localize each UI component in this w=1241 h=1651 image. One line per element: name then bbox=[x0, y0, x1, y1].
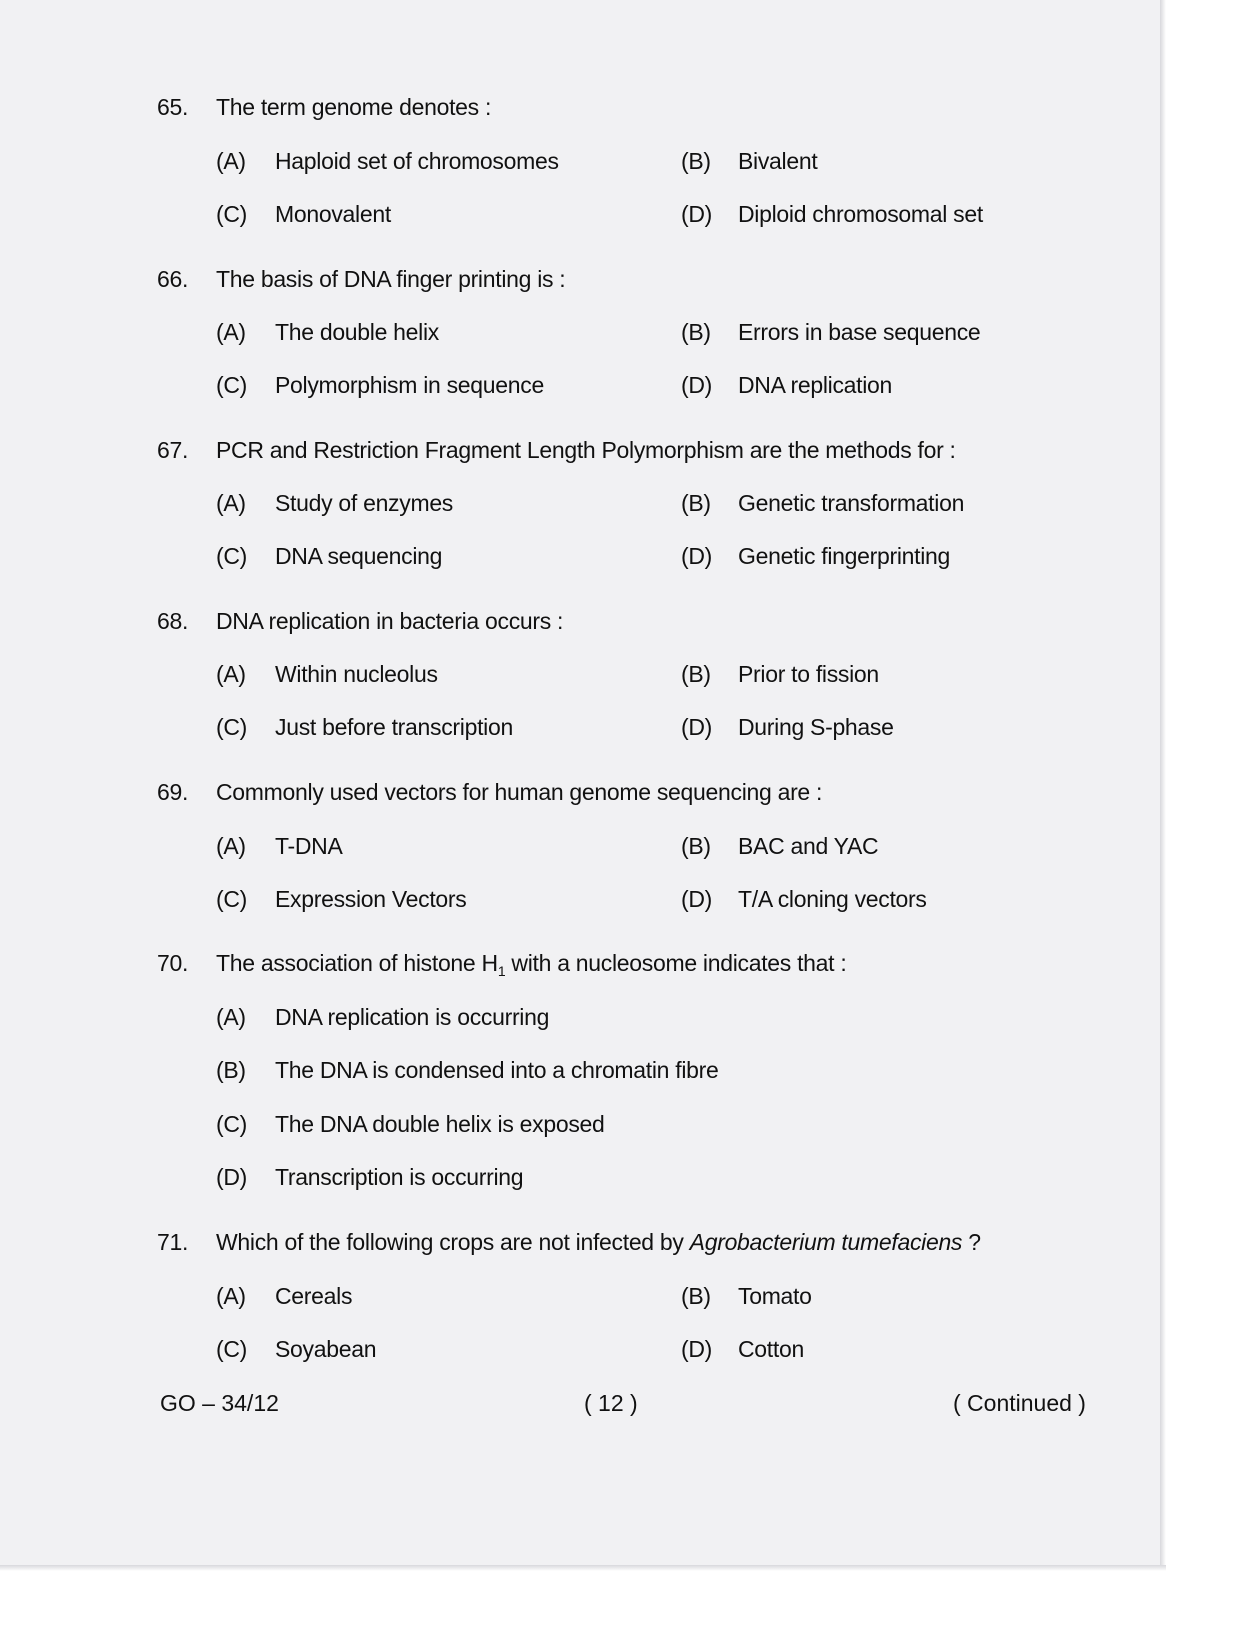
question-number: 65. bbox=[157, 94, 189, 120]
option-label: (D) bbox=[681, 543, 713, 569]
question-text: DNA replication in bacteria occurs : bbox=[216, 608, 564, 634]
option-text: The DNA is condensed into a chromatin fibre bbox=[275, 1057, 719, 1083]
option-text: The double helix bbox=[275, 319, 439, 345]
option-label: (A) bbox=[216, 833, 246, 859]
option-label: (C) bbox=[216, 201, 248, 227]
option-label: (D) bbox=[681, 372, 713, 398]
page-edge-shadow bbox=[1160, 0, 1166, 1565]
option-label: (B) bbox=[681, 319, 711, 345]
option-text: Cotton bbox=[738, 1336, 804, 1362]
question-text: The basis of DNA finger printing is : bbox=[216, 266, 566, 292]
option-text: DNA replication bbox=[738, 372, 893, 398]
option-text: The DNA double helix is exposed bbox=[275, 1111, 605, 1137]
question-number: 70. bbox=[157, 950, 189, 976]
question-number: 67. bbox=[157, 437, 189, 463]
option-label: (C) bbox=[216, 1336, 248, 1362]
option-text: Tomato bbox=[738, 1283, 812, 1309]
paper-code: GO – 34/12 bbox=[160, 1390, 279, 1416]
option-text: Diploid chromosomal set bbox=[738, 201, 983, 227]
question-text-part: ? bbox=[962, 1229, 981, 1255]
option-text: Haploid set of chromosomes bbox=[275, 148, 559, 174]
option-label: (B) bbox=[681, 1283, 711, 1309]
option-text: DNA replication is occurring bbox=[275, 1004, 550, 1030]
option-label: (C) bbox=[216, 714, 248, 740]
option-label: (D) bbox=[681, 1336, 713, 1362]
option-text: DNA sequencing bbox=[275, 543, 443, 569]
page-number: ( 12 ) bbox=[584, 1390, 638, 1416]
option-label: (B) bbox=[681, 833, 711, 859]
option-label: (C) bbox=[216, 886, 248, 912]
option-text: BAC and YAC bbox=[738, 833, 879, 859]
question-number: 69. bbox=[157, 779, 189, 805]
question-text bbox=[216, 950, 846, 979]
option-label: (C) bbox=[216, 1111, 248, 1137]
option-text: Within nucleolus bbox=[275, 661, 438, 687]
question-text-part: Which of the following crops are not infected by bbox=[216, 1229, 690, 1255]
option-label: (C) bbox=[216, 543, 248, 569]
question-number: 71. bbox=[157, 1229, 189, 1255]
page-edge-shadow bbox=[0, 1565, 1166, 1571]
species-name: Agrobacterium tumefaciens bbox=[689, 1229, 963, 1255]
option-label: (B) bbox=[681, 661, 711, 687]
option-label: (A) bbox=[216, 1283, 246, 1309]
question-number: 66. bbox=[157, 266, 189, 292]
option-text: Study of enzymes bbox=[275, 490, 454, 516]
option-text: T-DNA bbox=[275, 833, 343, 859]
option-label: (C) bbox=[216, 372, 248, 398]
option-text: Soyabean bbox=[275, 1336, 377, 1362]
option-label: (B) bbox=[216, 1057, 246, 1083]
option-text: Expression Vectors bbox=[275, 886, 467, 912]
option-label: (A) bbox=[216, 490, 246, 516]
option-label: (A) bbox=[216, 1004, 246, 1030]
option-label: (A) bbox=[216, 148, 246, 174]
option-label: (D) bbox=[681, 201, 713, 227]
option-text: T/A cloning vectors bbox=[738, 886, 927, 912]
option-text: Bivalent bbox=[738, 148, 818, 174]
option-label: (A) bbox=[216, 319, 246, 345]
option-label: (B) bbox=[681, 148, 711, 174]
question-text bbox=[216, 1229, 981, 1256]
question-number: 68. bbox=[157, 608, 189, 634]
option-text: Polymorphism in sequence bbox=[275, 372, 544, 398]
option-text: Prior to fission bbox=[738, 661, 879, 687]
question-text: PCR and Restriction Fragment Length Polymorphism are the methods for : bbox=[216, 437, 956, 463]
question-text: Commonly used vectors for human genome sequencing are : bbox=[216, 779, 823, 805]
option-text: Genetic fingerprinting bbox=[738, 543, 951, 569]
option-text: Transcription is occurring bbox=[275, 1164, 524, 1190]
option-text: During S-phase bbox=[738, 714, 894, 740]
question-text-part: with a nucleosome indicates that : bbox=[505, 950, 847, 976]
option-label: (D) bbox=[216, 1164, 248, 1190]
option-label: (A) bbox=[216, 661, 246, 687]
question-text: The term genome denotes : bbox=[216, 94, 492, 120]
option-label: (B) bbox=[681, 490, 711, 516]
continued-label: ( Continued ) bbox=[953, 1390, 1086, 1416]
option-text: Monovalent bbox=[275, 201, 391, 227]
option-text: Errors in base sequence bbox=[738, 319, 981, 345]
option-label: (D) bbox=[681, 886, 713, 912]
subscript: 1 bbox=[497, 963, 506, 979]
option-label: (D) bbox=[681, 714, 713, 740]
option-text: Just before transcription bbox=[275, 714, 513, 740]
option-text: Genetic transformation bbox=[738, 490, 965, 516]
option-text: Cereals bbox=[275, 1283, 353, 1309]
question-text-part: The association of histone H bbox=[216, 950, 498, 976]
